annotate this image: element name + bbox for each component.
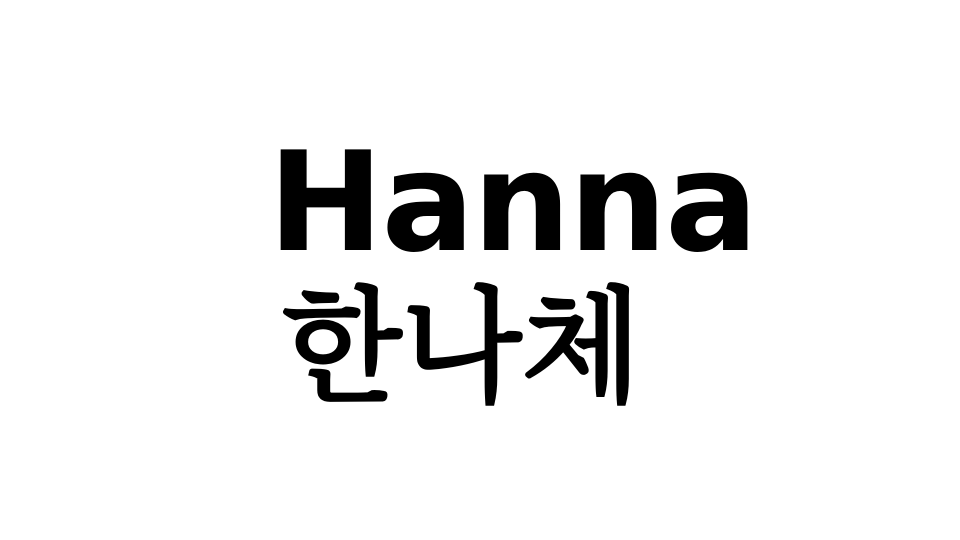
font-name-latin: Hanna [268, 122, 757, 283]
font-name-korean: 한나체 [282, 276, 642, 420]
